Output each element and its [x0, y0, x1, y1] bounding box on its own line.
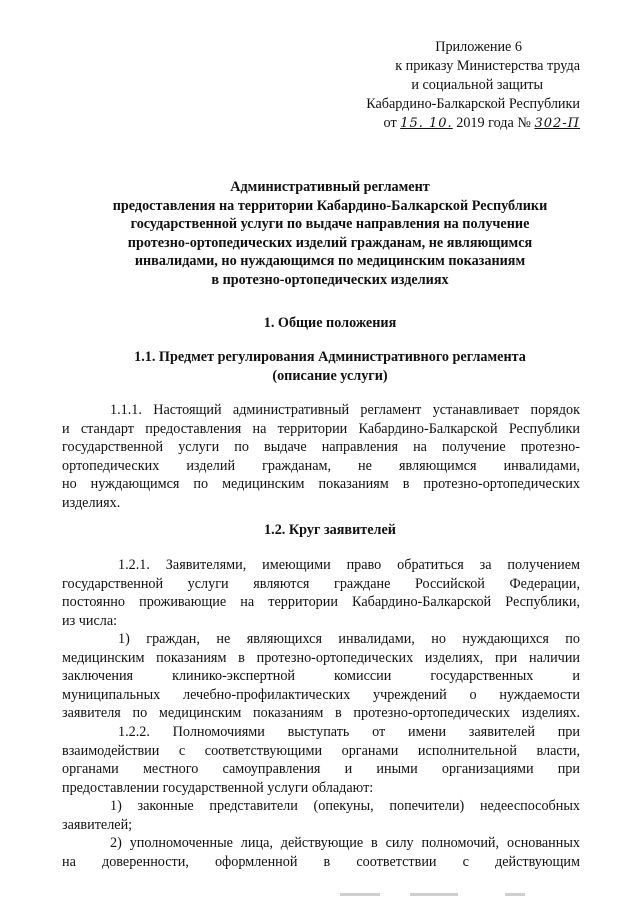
scan-mark: [410, 893, 458, 896]
subsection-1-2-heading: 1.2. Круг заявителей: [264, 522, 396, 538]
section-1-heading: 1. Общие положения: [263, 315, 397, 331]
paragraph-line: 1.2.1. Заявителями, имеющими право обратиться за получением: [118, 557, 580, 573]
date-prefix: от: [383, 115, 397, 131]
paragraph-line: изделиях.: [62, 494, 121, 511]
paragraph-line: 1.2.2. Полномочиями выступать от имени заявителей при: [118, 724, 580, 740]
paragraph-1-2-1: [62, 556, 580, 630]
paragraph-line: но нуждающимся по медицинским показаниям в протезно-ортопедических: [62, 476, 580, 492]
subsection-1-1-heading-line-1: 1.1. Предмет регулирования Административного регламента: [134, 349, 526, 365]
appendix-title: Приложение 6: [435, 39, 522, 55]
page-bottom-scan-marks: [340, 893, 540, 899]
title-line-4: протезно-ортопедических изделий гражданам, не являющимся: [127, 234, 533, 251]
paragraph-line: предоставлении государственной услуги обладают:: [62, 779, 374, 796]
paragraph-line: медицинским показаниям в протезно-ортопедических изделиях, при наличии: [62, 649, 580, 666]
scan-mark: [340, 893, 380, 896]
paragraph-1-2-2: [62, 723, 580, 797]
paragraph-1-2-2-item-1: [62, 797, 580, 834]
paragraph-1-2-2-item-2: [62, 834, 580, 871]
paragraph-line: заключения клинико-экспертной комиссии государственных и: [62, 668, 580, 684]
paragraph-1-2-1-item-1: [62, 630, 580, 723]
paragraph-line: органами местного самоуправления и иными организациями при: [62, 761, 580, 777]
appendix-block: [340, 38, 580, 133]
paragraph-line: 2) уполномоченные лица, действующие в силу полномочий, основанных: [110, 835, 580, 851]
appendix-ministry-line: и социальной защиты: [411, 77, 543, 93]
paragraph-line: государственной услуги по выдаче направления на получение протезно-: [62, 439, 580, 455]
paragraph-line: ортопедических изделий гражданам, не являющимся инвалидами,: [62, 457, 580, 474]
scan-mark: [505, 893, 525, 896]
paragraph-line: 1) граждан, не являющихся инвалидами, но нуждающихся по: [118, 631, 580, 647]
handwritten-date: 15. 10.: [400, 116, 453, 131]
regulation-title: [60, 178, 600, 289]
paragraph-line: постоянно проживающие на территории Кабардино-Балкарской Республики,: [62, 594, 580, 610]
paragraph-line: заявителей;: [62, 816, 133, 833]
paragraph-1-1-1: [62, 401, 580, 512]
title-line-6: в протезно-ортопедических изделиях: [211, 271, 449, 288]
subsection-1-1-heading-line-2: (описание услуги): [272, 367, 388, 384]
date-year: 2019 года №: [456, 115, 531, 131]
subsection-1-1-heading: [60, 348, 600, 385]
title-line-5: инвалидами, но нуждающимся по медицинским показаниям: [134, 253, 526, 269]
title-line-1: Административный регламент: [230, 179, 430, 195]
paragraph-line: 1.1.1. Настоящий административный регламент устанавливает порядок: [110, 402, 580, 418]
appendix-order-line: к приказу Министерства труда: [395, 58, 580, 74]
paragraph-line: 1) законные представители (опекуны, попечители) недееспособных: [110, 798, 580, 814]
paragraph-line: и стандарт предоставления на территории Кабардино-Балкарской Республики: [62, 420, 580, 437]
paragraph-line: государственной услуги являются граждане Российской Федерации,: [62, 575, 580, 592]
paragraph-line: взаимодействии с соответствующими органами исполнительной власти,: [62, 742, 580, 759]
paragraph-line: муниципальных лечебно-профилактических учреждений о нуждаемости: [62, 686, 580, 703]
appendix-republic-line: Кабардино-Балкарской Республики: [366, 96, 580, 112]
handwritten-order-number: 302-П: [534, 116, 580, 131]
title-line-2: предоставления на территории Кабардино-Балкарской Республики: [112, 197, 548, 214]
paragraph-line: заявителя по медицинским показаниям в протезно-ортопедических изделиях.: [62, 705, 580, 721]
paragraph-line: из числа:: [62, 612, 118, 629]
paragraph-line: на доверенности, оформленной в соответствии с действующим: [62, 853, 580, 870]
appendix-date-line: [340, 114, 580, 133]
title-line-3: государственной услуги по выдаче направления на получение: [130, 216, 530, 232]
